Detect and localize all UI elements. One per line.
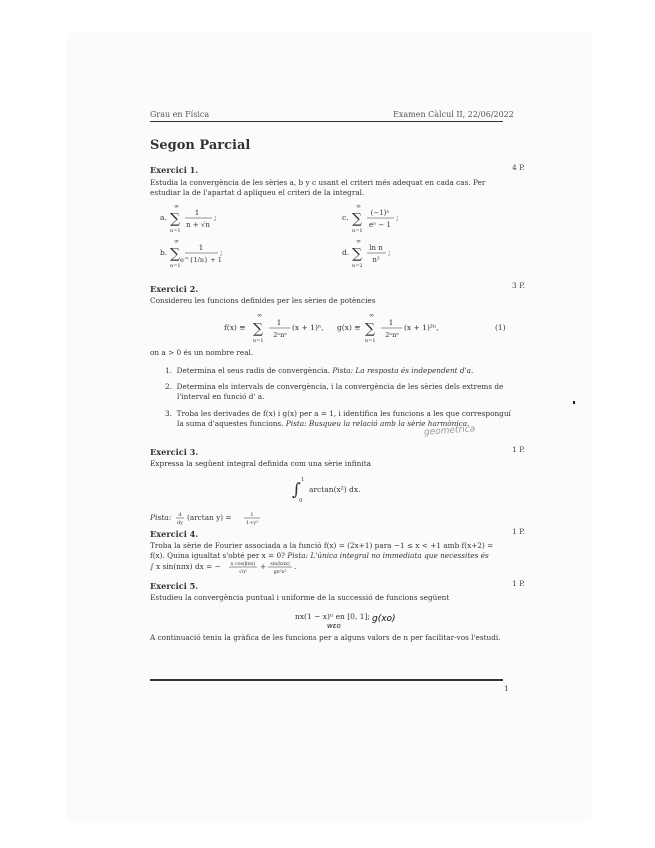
exercise-1-line-2: estudiar la de l'apartat d apliqueu el criteri de la integral. [150, 188, 365, 197]
svg-text:sin(kπx): sin(kπx) [270, 562, 290, 567]
svg-text:e^{1/n} + 1: e^{1/n} + 1 [180, 256, 222, 264]
svg-text:Pista:: Pista: [150, 513, 172, 522]
svg-text:;: ; [214, 213, 217, 222]
svg-text:ln n: ln n [369, 244, 383, 252]
svg-text:a.: a. [160, 213, 167, 222]
svg-text:√π²: √π² [238, 570, 248, 575]
exercise-3-points: 1 P. [512, 445, 526, 454]
question-2-3: 3. Troba les derivades de f(x) i g(x) per a = 1, i identifica les funcions a les que corresponguí [165, 409, 511, 418]
series-a [160, 202, 310, 234]
svg-text:∑: ∑ [352, 211, 362, 227]
svg-text:dy: dy [176, 520, 184, 526]
svg-text:0: 0 [299, 498, 303, 504]
page-number: 1 [504, 684, 509, 693]
exercise-5-intro: Estudieu la convergència puntual i uniforme de la successió de funcions següent [150, 593, 450, 602]
exercise-2-heading: Exercici 2. [150, 284, 199, 294]
svg-text:∞: ∞ [356, 203, 361, 210]
svg-text:∞: ∞ [174, 203, 179, 210]
footer-rule [150, 679, 503, 681]
svg-text:n=1: n=1 [253, 338, 264, 344]
svg-text:1: 1 [388, 318, 394, 327]
svg-text:2ⁿnᵃ: 2ⁿnᵃ [385, 331, 399, 339]
svg-text:∞: ∞ [174, 238, 179, 245]
exercise-2-where: on a > 0 és un nombre real. [150, 348, 254, 357]
power-series-definitions [224, 310, 514, 346]
svg-text:1: 1 [194, 208, 200, 217]
svg-text:;: ; [388, 248, 391, 257]
exercise-3-intro: Expressa la següent integral definida com una sèrie infinita [150, 459, 371, 468]
exercise-1-heading: Exercici 1. [150, 165, 199, 175]
svg-text:1: 1 [276, 318, 282, 327]
svg-text:g(x) ≡: g(x) ≡ [337, 323, 361, 332]
svg-text:1+y²: 1+y² [245, 520, 259, 526]
svg-text:n=1: n=1 [170, 263, 181, 269]
exercise-5-points: 1 P. [512, 579, 526, 588]
svg-text:(x + 1)ⁿ,: (x + 1)ⁿ, [292, 323, 324, 332]
svg-text:2ⁿnᵃ: 2ⁿnᵃ [273, 331, 287, 339]
svg-text:(−1)ⁿ: (−1)ⁿ [370, 209, 390, 217]
svg-text:(arctan y) =: (arctan y) = [187, 513, 232, 522]
svg-text:∞: ∞ [356, 238, 361, 245]
svg-text:d.: d. [342, 248, 350, 257]
exercise-5-after: A continuació teniu la gràfica de les funcions per a alguns valors de n per facilitar-vos l'estudi. [150, 633, 501, 642]
svg-text:n=1: n=1 [365, 338, 376, 344]
exam-title-date: Examen Càlcul II, 22/06/2022 [393, 110, 514, 119]
course-name: Grau en Física [150, 110, 210, 119]
exercise-4-line-2: f(x). Quina igualtat s'obté per x = 0? Pista: L'única integral no immediata que necessites és [150, 551, 489, 560]
svg-text:∑: ∑ [170, 246, 180, 262]
series-c [342, 202, 492, 234]
svg-text:1: 1 [198, 243, 204, 252]
svg-text:1: 1 [301, 477, 305, 483]
svg-text:n=1: n=1 [170, 228, 181, 234]
question-2-3-cont: la suma d'aquestes funcions. Pista: Busqueu la relació amb la sèrie harmònica. [177, 419, 470, 428]
svg-text:∑: ∑ [365, 321, 375, 337]
svg-text:(1): (1) [495, 323, 506, 332]
svg-text:∑: ∑ [170, 211, 180, 227]
svg-text:+: + [260, 562, 267, 571]
svg-text:n=1: n=1 [352, 228, 363, 234]
svg-text:n=2: n=2 [352, 263, 363, 269]
svg-text:x cos(βπx): x cos(βπx) [230, 562, 256, 567]
svg-text:d: d [178, 512, 182, 518]
series-b [160, 237, 310, 269]
exercise-4-line-1: Troba la sèrie de Fourier associada a la funció f(x) = (2x+1) para −1 ≤ x < +1 amb f(x+2) = [150, 541, 494, 550]
exercise-5-heading: Exercici 5. [150, 581, 199, 591]
handwritten-note-2: wεo [327, 622, 341, 630]
svg-text:eⁿ − 1: eⁿ − 1 [369, 221, 391, 229]
stray-mark [573, 401, 575, 404]
handwritten-note-1: g(xo) [372, 614, 396, 624]
exercise-3-heading: Exercici 3. [150, 447, 199, 457]
exercise-3-hint [150, 508, 300, 530]
svg-text:f(x) ≡: f(x) ≡ [224, 323, 246, 332]
series-d [342, 237, 492, 269]
pencil-annotation: geometrica [423, 424, 476, 438]
svg-text:n + √n: n + √n [186, 221, 210, 229]
question-2-2-cont: l'interval en funció d' a. [177, 392, 265, 401]
svg-text:gπ²x²: gπ²x² [273, 570, 287, 575]
svg-text:∫: ∫ [292, 480, 301, 500]
exercise-4-heading: Exercici 4. [150, 529, 199, 539]
svg-text:∑: ∑ [352, 246, 362, 262]
svg-text:(x + 1)²ⁿ,: (x + 1)²ⁿ, [404, 323, 439, 332]
svg-text:;: ; [396, 213, 399, 222]
exercise-4-hint-integral [150, 559, 350, 577]
svg-text:arctan(x²) dx.: arctan(x²) dx. [309, 485, 361, 494]
svg-text:∫ x sin(nπx) dx = −: ∫ x sin(nπx) dx = − [150, 562, 221, 571]
svg-text:b.: b. [160, 248, 168, 257]
svg-text:1: 1 [250, 512, 254, 518]
svg-text:.: . [294, 562, 297, 571]
exercise-1-points: 4 P. [512, 163, 526, 172]
exercise-4-points: 1 P. [512, 527, 526, 536]
question-2-2: 2. Determina els intervals de convergència, i la convergència de les sèries dels extrems de [165, 382, 504, 391]
question-2-1: 1. Determina el seus radis de convergència. Pista: La resposta és independent d'a. [165, 366, 474, 375]
exercise-2-intro: Considereu les funcions definides per les sèries de potències [150, 296, 376, 305]
exercise-5-formula: nx(1 − x)ⁿ en [0, 1]; [295, 612, 370, 621]
header-rule [150, 121, 503, 122]
svg-text:c.: c. [342, 213, 349, 222]
svg-text:∑: ∑ [253, 321, 263, 337]
page-title: Segon Parcial [150, 138, 251, 153]
exercise-1-line-1: Estudia la convergència de les sèries a, b y c usant el criteri més adequat en cada cas. Per [150, 178, 486, 187]
svg-text:∞: ∞ [257, 312, 262, 319]
svg-text:∞: ∞ [369, 312, 374, 319]
svg-text:n²: n² [372, 256, 380, 264]
exercise-2-points: 3 P. [512, 281, 526, 290]
integral-formula [292, 474, 402, 504]
svg-text:;: ; [220, 248, 223, 257]
